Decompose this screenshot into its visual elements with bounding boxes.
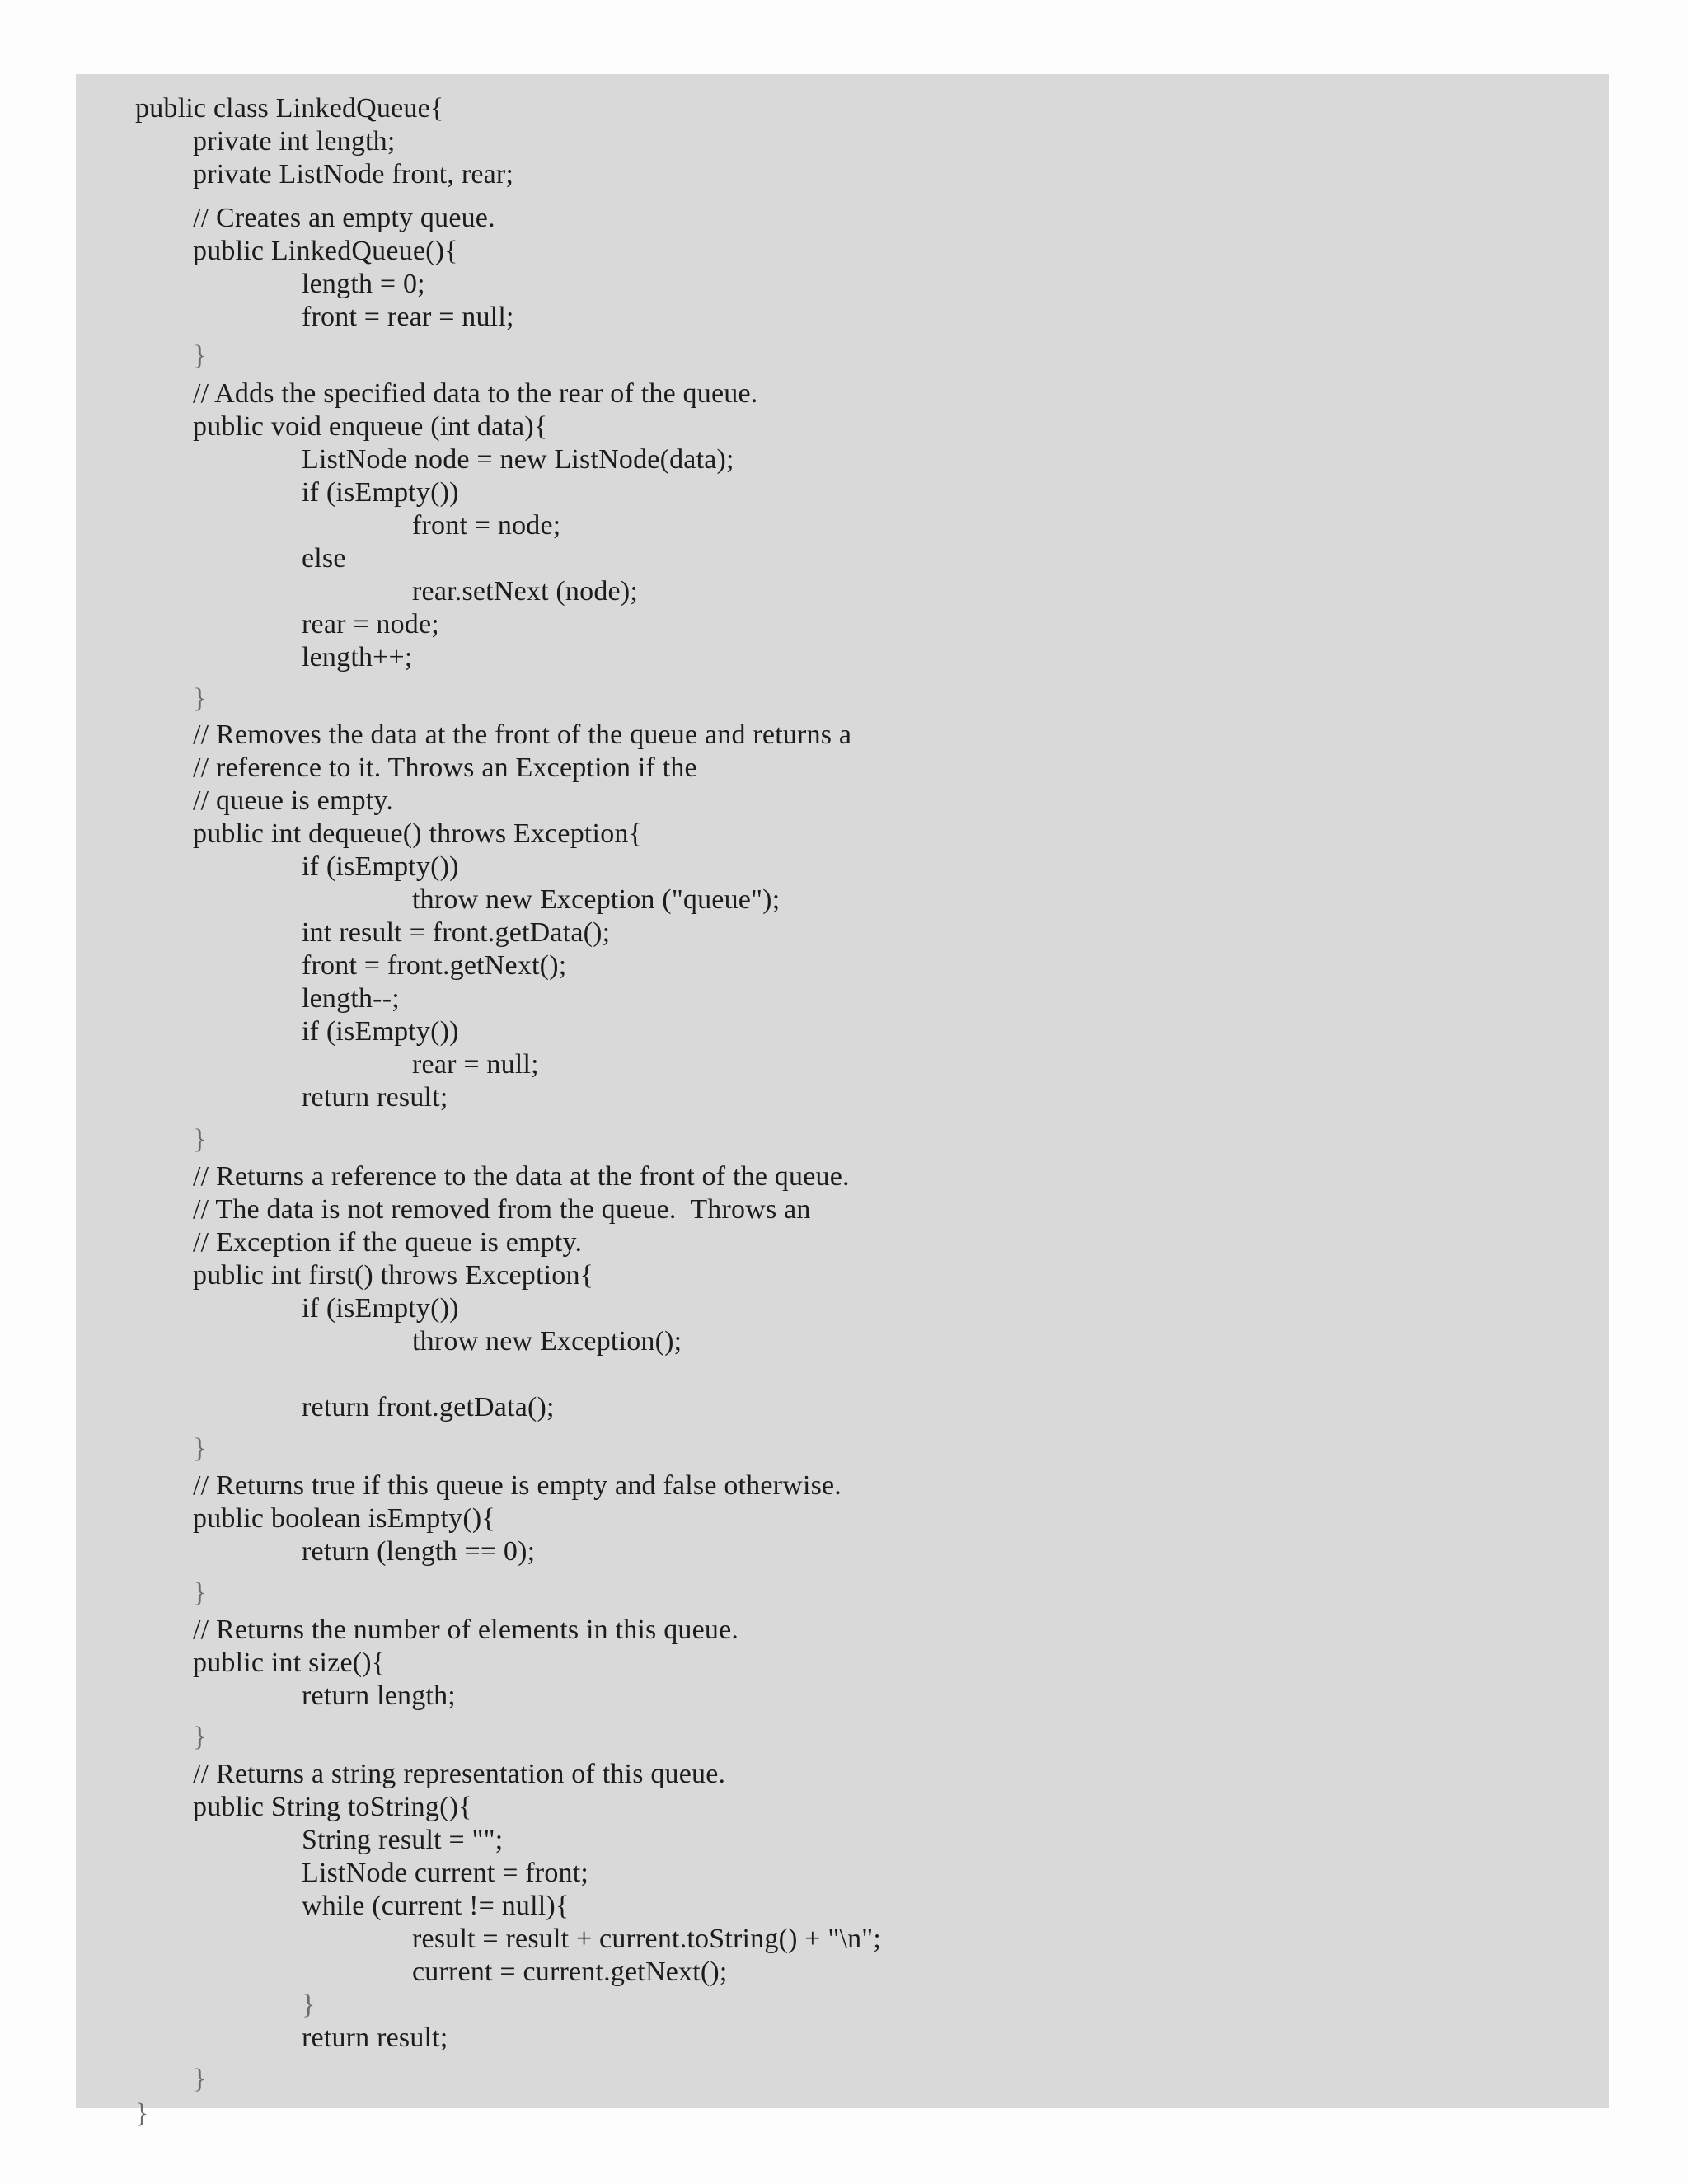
code-line: length++; bbox=[302, 642, 413, 673]
closing-brace: } bbox=[193, 1433, 207, 1464]
code-line: rear = node; bbox=[302, 609, 439, 640]
code-comment-line: // Returns a reference to the data at the front of the queue. bbox=[193, 1161, 850, 1192]
code-line: private int length; bbox=[193, 126, 396, 157]
code-comment-line: // Creates an empty queue. bbox=[193, 203, 495, 233]
closing-brace: } bbox=[193, 1722, 207, 1752]
code-line: length = 0; bbox=[302, 269, 425, 299]
code-line: current = current.getNext(); bbox=[412, 1957, 728, 1987]
code-comment-line: // Returns true if this queue is empty and false otherwise. bbox=[193, 1470, 842, 1501]
code-comment-line: // queue is empty. bbox=[193, 785, 394, 816]
code-line: return result; bbox=[302, 1082, 448, 1113]
code-line: if (isEmpty()) bbox=[302, 1293, 459, 1324]
code-line: if (isEmpty()) bbox=[302, 477, 459, 508]
code-line: rear.setNext (node); bbox=[412, 576, 638, 607]
code-line: int result = front.getData(); bbox=[302, 917, 611, 948]
closing-brace: } bbox=[193, 340, 207, 371]
code-line: front = front.getNext(); bbox=[302, 950, 567, 981]
code-line: while (current != null){ bbox=[302, 1891, 570, 1921]
code-line: ListNode node = new ListNode(data); bbox=[302, 444, 734, 475]
closing-brace: } bbox=[135, 2098, 149, 2129]
code-line: return front.getData(); bbox=[302, 1392, 555, 1422]
code-line: return result; bbox=[302, 2022, 448, 2053]
code-line: result = result + current.toString() + "\n"; bbox=[412, 1924, 882, 1954]
closing-brace: } bbox=[193, 683, 207, 714]
code-line: if (isEmpty()) bbox=[302, 1016, 459, 1047]
code-line: private ListNode front, rear; bbox=[193, 159, 514, 190]
code-line: public int size(){ bbox=[193, 1647, 386, 1678]
code-line: rear = null; bbox=[412, 1049, 539, 1080]
code-line: String result = ""; bbox=[302, 1825, 504, 1855]
code-line: public LinkedQueue(){ bbox=[193, 236, 458, 266]
code-line: front = node; bbox=[412, 510, 561, 541]
code-comment-line: // Removes the data at the front of the queue and returns a bbox=[193, 719, 852, 750]
code-line: ListNode current = front; bbox=[302, 1858, 589, 1888]
code-line: throw new Exception(); bbox=[412, 1326, 682, 1357]
code-comment-line: // Adds the specified data to the rear of the queue. bbox=[193, 378, 758, 409]
code-line: throw new Exception ("queue"); bbox=[412, 884, 781, 915]
closing-brace: } bbox=[193, 1577, 207, 1608]
code-comment-line: // Returns the number of elements in this queue. bbox=[193, 1615, 739, 1645]
code-line: public int dequeue() throws Exception{ bbox=[193, 818, 643, 849]
code-comment-line: // Exception if the queue is empty. bbox=[193, 1227, 583, 1258]
closing-brace: } bbox=[193, 2064, 207, 2094]
code-line: else bbox=[302, 543, 346, 574]
code-line: public void enqueue (int data){ bbox=[193, 411, 548, 442]
code-comment-line: // The data is not removed from the queue. Throws an bbox=[193, 1194, 811, 1225]
code-line: public class LinkedQueue{ bbox=[135, 93, 444, 124]
closing-brace: } bbox=[302, 1990, 316, 2020]
code-line: return length; bbox=[302, 1680, 456, 1711]
closing-brace: } bbox=[193, 1124, 207, 1155]
code-line: front = rear = null; bbox=[302, 302, 514, 332]
code-line: public String toString(){ bbox=[193, 1792, 472, 1822]
code-comment-line: // reference to it. Throws an Exception if the bbox=[193, 752, 697, 783]
code-page bbox=[76, 74, 1609, 2129]
code-line: public boolean isEmpty(){ bbox=[193, 1503, 495, 1534]
code-line: public int first() throws Exception{ bbox=[193, 1260, 594, 1291]
code-line: if (isEmpty()) bbox=[302, 851, 459, 882]
code-line: length--; bbox=[302, 983, 400, 1014]
code-comment-line: // Returns a string representation of this queue. bbox=[193, 1759, 726, 1789]
code-line: return (length == 0); bbox=[302, 1536, 536, 1567]
